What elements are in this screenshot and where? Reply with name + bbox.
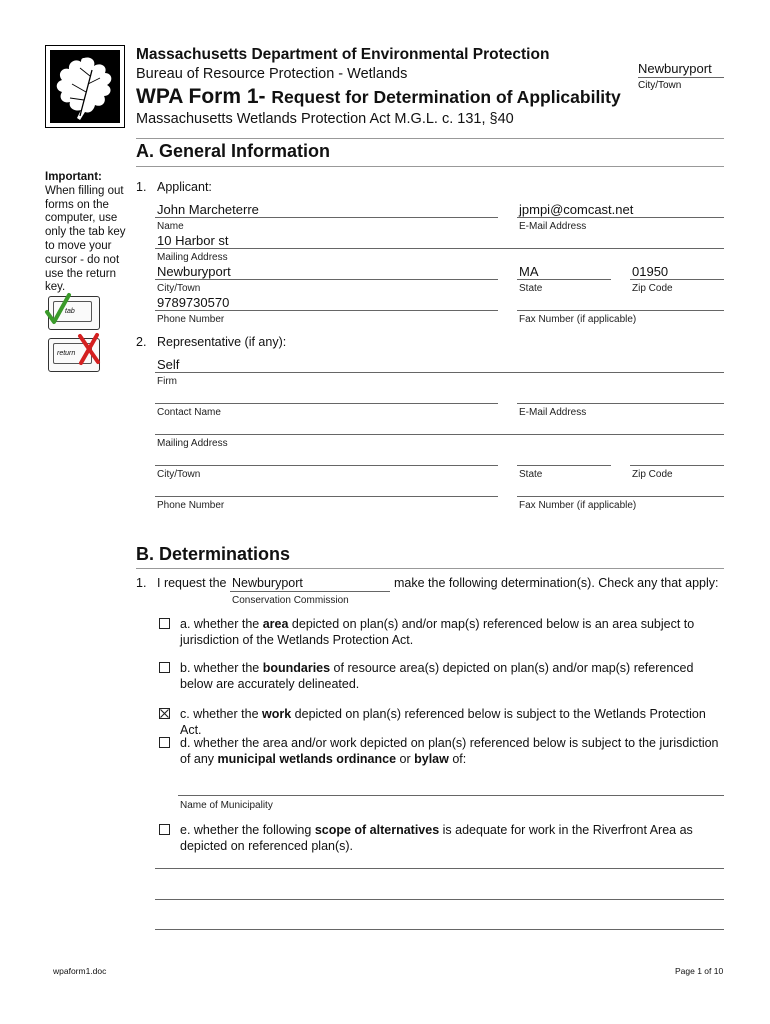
important-title: Important:: [45, 171, 102, 183]
option-b-text: b. whether the boundaries of resource area(s) depicted on plan(s) and/or map(s) referenced below are accurately delineated.: [180, 661, 694, 691]
applicant-email-line: [517, 217, 724, 218]
applicant-state-value[interactable]: MA: [519, 264, 539, 279]
option-b-checkbox[interactable]: [159, 662, 170, 673]
cross-icon: [76, 332, 102, 366]
representative-heading: Representative (if any):: [157, 335, 287, 349]
important-text: When filling out forms on the computer, use only the tab key to move your cursor - do not use the return key.: [45, 184, 126, 294]
applicant-heading: Applicant:: [157, 180, 212, 194]
option-a-text: a. whether the area depicted on plan(s) and/or map(s) referenced below is an area subject to jurisdiction of the Wetlands Protection Act.: [180, 617, 695, 647]
applicant-phone-line: [155, 310, 498, 311]
option-e-text: e. whether the following scope of alternatives is adequate for work in the Riverfront Area as depicted on referenced plan(s).: [180, 823, 693, 853]
form-number: WPA Form 1-: [136, 85, 266, 108]
alternatives-line-3[interactable]: [155, 929, 724, 930]
applicant-phone-value[interactable]: 9789730570: [157, 295, 230, 310]
applicant-address-line: [155, 248, 724, 249]
applicant-name-value[interactable]: John Marcheterre: [157, 202, 259, 217]
department-title: Massachusetts Department of Environmental Protection: [136, 46, 550, 63]
rep-fax-label: Fax Number (if applicable): [519, 500, 637, 511]
rep-phone-line[interactable]: [155, 496, 498, 497]
option-d-checkbox[interactable]: [159, 737, 170, 748]
applicant-city-line: [155, 279, 498, 280]
tab-key-label: tab: [65, 308, 75, 315]
rep-contact-label: Contact Name: [157, 407, 221, 418]
municipality-label: Name of Municipality: [180, 800, 273, 811]
request-suffix: make the following determination(s). Check any that apply:: [394, 576, 719, 590]
section-a-title: A. General Information: [136, 141, 331, 161]
form-subtitle: Request for Determination of Applicability: [271, 87, 621, 107]
massdep-logo: [45, 45, 125, 128]
return-key-label: return: [57, 350, 76, 357]
applicant-fax-line[interactable]: [517, 310, 724, 311]
applicant-email-label: E-Mail Address: [519, 221, 587, 232]
footer-filename: wpaform1.doc: [53, 966, 107, 976]
applicant-zip-label: Zip Code: [632, 283, 673, 294]
option-c-text: c. whether the work depicted on plan(s) referenced below is subject to the Wetlands Protection Act.: [180, 707, 706, 737]
request-prefix: I request the: [157, 576, 227, 590]
rep-state-line[interactable]: [517, 465, 611, 466]
bureau-title: Bureau of Resource Protection - Wetlands: [136, 66, 408, 82]
alternatives-line-2[interactable]: [155, 899, 724, 900]
representative-number: 2.: [136, 335, 147, 349]
alternatives-line-1[interactable]: [155, 868, 724, 869]
option-d-text: d. whether the area and/or work depicted on plan(s) referenced below is subject to the jurisdiction of any municipal wetlands ordinance or bylaw of:: [180, 736, 719, 766]
applicant-name-label: Name: [157, 221, 184, 232]
form-title: [136, 85, 621, 109]
applicant-name-line: [155, 217, 498, 218]
oak-leaf-icon: [50, 50, 120, 123]
applicant-number: 1.: [136, 180, 147, 194]
rep-email-line[interactable]: [517, 403, 724, 404]
rep-email-label: E-Mail Address: [519, 407, 587, 418]
rep-state-label: State: [519, 469, 543, 480]
important-note: [45, 171, 130, 295]
applicant-email-value[interactable]: jpmpi@comcast.net: [519, 202, 634, 217]
rep-firm-value[interactable]: Self: [157, 357, 180, 372]
rep-zip-label: Zip Code: [632, 469, 673, 480]
commission-value[interactable]: Newburyport: [232, 576, 303, 590]
applicant-address-label: Mailing Address: [157, 252, 228, 263]
applicant-zip-line: [630, 279, 724, 280]
section-a-divider: [136, 166, 724, 167]
determination-number: 1.: [136, 576, 147, 590]
applicant-city-value[interactable]: Newburyport: [157, 264, 231, 279]
option-e-checkbox[interactable]: [159, 824, 170, 835]
rep-fax-line[interactable]: [517, 496, 724, 497]
footer-page: Page 1 of 10: [675, 966, 724, 976]
option-c-checkbox[interactable]: [159, 708, 170, 719]
option-a-checkbox[interactable]: [159, 618, 170, 629]
checkmark-icon: [44, 292, 72, 326]
section-b-divider: [136, 568, 724, 569]
header-city-field[interactable]: Newburyport: [638, 61, 724, 78]
header-city-label: City/Town: [638, 80, 682, 91]
applicant-state-line: [517, 279, 611, 280]
rep-city-label: City/Town: [157, 469, 201, 480]
checkbox-x-icon: [159, 708, 170, 719]
rep-firm-label: Firm: [157, 376, 177, 387]
rep-address-label: Mailing Address: [157, 438, 228, 449]
applicant-city-label: City/Town: [157, 283, 201, 294]
header-divider: [136, 138, 724, 139]
rep-phone-label: Phone Number: [157, 500, 225, 511]
rep-zip-line[interactable]: [630, 465, 724, 466]
municipality-line[interactable]: [178, 795, 724, 796]
rep-address-line[interactable]: [155, 434, 724, 435]
commission-label: Conservation Commission: [232, 595, 349, 606]
rep-contact-line[interactable]: [155, 403, 498, 404]
rep-firm-line: [155, 372, 724, 373]
applicant-phone-label: Phone Number: [157, 314, 225, 325]
applicant-zip-value[interactable]: 01950: [632, 264, 669, 279]
commission-line: [230, 591, 390, 592]
section-b-title: B. Determinations: [136, 544, 291, 564]
act-reference: Massachusetts Wetlands Protection Act M.G.L. c. 131, §40: [136, 111, 514, 127]
applicant-address-value[interactable]: 10 Harbor st: [157, 233, 229, 248]
applicant-fax-label: Fax Number (if applicable): [519, 314, 637, 325]
applicant-state-label: State: [519, 283, 543, 294]
rep-city-line[interactable]: [155, 465, 498, 466]
